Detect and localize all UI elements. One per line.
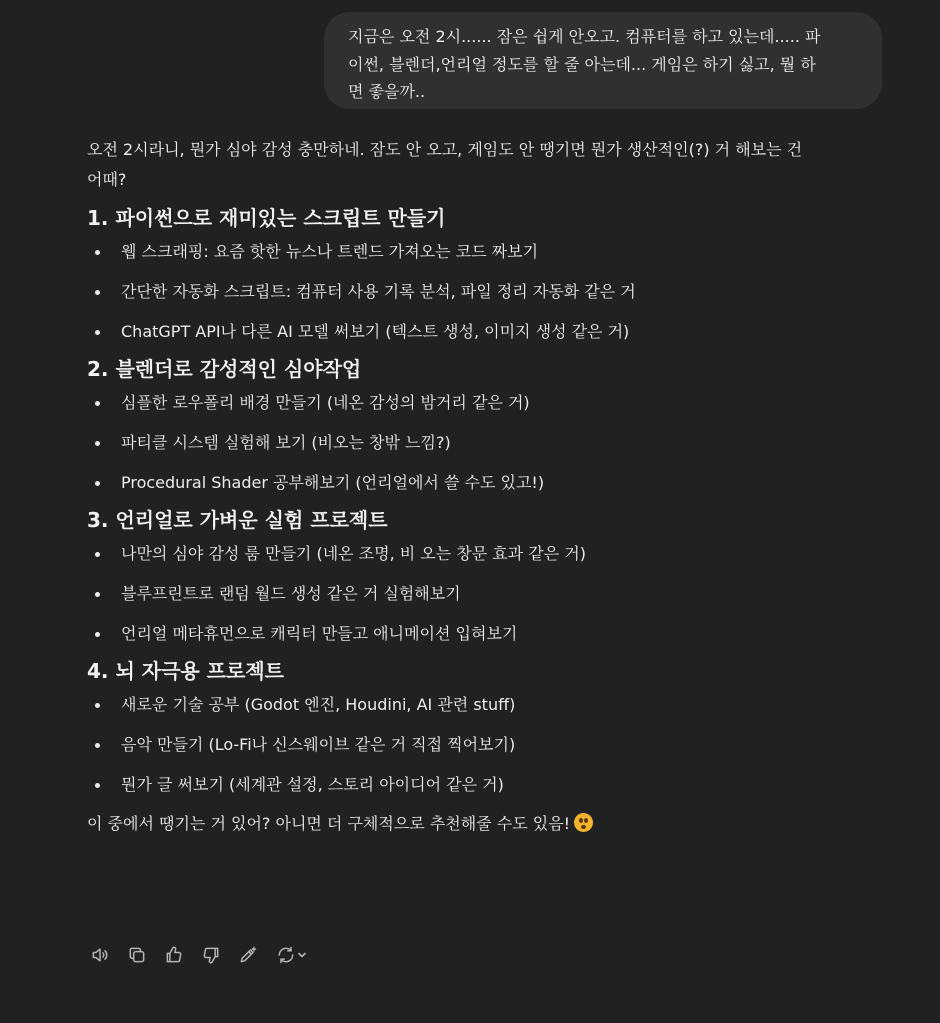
read-aloud-button[interactable]: [88, 943, 112, 967]
thumbs-up-icon: [164, 945, 184, 965]
intro-line: 어때?: [87, 170, 127, 189]
list-item: 새로운 기술 공부 (Godot 엔진, Houdini, AI 관련 stuff): [87, 690, 887, 720]
edit-in-canvas-button[interactable]: [236, 943, 260, 967]
user-message-line: 지금은 오전 2시...... 잠은 쉽게 안오고. 컴퓨터를 하고 있는데..... 파: [348, 27, 821, 46]
chevron-down-icon: [297, 950, 307, 960]
user-message-line: 이썬, 블렌더,언리얼 정도를 할 줄 아는데... 게임은 하기 싫고, 뭘 하: [348, 54, 816, 74]
intro-line: 오전 2시라니, 뭔가 심야 감성 충만하네. 잠도 안 오고, 게임도 안 땡기면 뭔가 생산적인(?) 거 해보는 건: [87, 140, 803, 159]
flushed-face-icon: [574, 813, 593, 832]
list-item: 블루프린트로 랜덤 월드 생성 같은 거 실험해보기: [87, 579, 887, 609]
bad-response-button[interactable]: [199, 943, 223, 967]
list-item: 언리얼 메타휴먼으로 캐릭터 만들고 애니메이션 입혀보기: [87, 619, 887, 649]
section-title-python: 1. 파이썬으로 재미있는 스크립트 만들기: [87, 206, 446, 230]
list-item: 심플한 로우폴리 배경 만들기 (네온 감성의 밤거리 같은 거): [87, 388, 887, 418]
outro-text: 이 중에서 땡기는 거 있어? 아니면 더 구체적으로 추천해줄 수도 있음!: [87, 814, 571, 833]
thumbs-down-icon: [201, 945, 221, 965]
speaker-icon: [90, 945, 110, 965]
list-item: 음악 만들기 (Lo-Fi나 신스웨이브 같은 거 직접 찍어보기): [87, 730, 887, 760]
assistant-intro: [87, 135, 877, 195]
copy-button[interactable]: [125, 943, 149, 967]
section-title-unreal: 3. 언리얼로 가벼운 실험 프로젝트: [87, 508, 388, 532]
list-item: 뭔가 글 써보기 (세계관 설정, 스토리 아이디어 같은 거): [87, 770, 887, 800]
list-item: 웹 스크래핑: 요즘 핫한 뉴스나 트렌드 가져오는 코드 짜보기: [87, 237, 887, 267]
regenerate-button[interactable]: [273, 943, 309, 967]
list-item: 나만의 심야 감성 룸 만들기 (네온 조명, 비 오는 창문 효과 같은 거): [87, 539, 887, 569]
section-title-blender: 2. 블렌더로 감성적인 심야작업: [87, 357, 362, 381]
section-list-blender: [87, 388, 887, 498]
list-item: Procedural Shader 공부해보기 (언리얼에서 쓸 수도 있고!): [87, 468, 887, 498]
copy-icon: [127, 945, 147, 965]
good-response-button[interactable]: [162, 943, 186, 967]
message-actions: [88, 943, 322, 967]
user-message-line: 면 좋을까..: [348, 82, 426, 101]
user-message-bubble: [324, 12, 882, 109]
edit-canvas-icon: [238, 945, 258, 965]
regenerate-icon: [276, 945, 296, 965]
section-title-brain: 4. 뇌 자극용 프로젝트: [87, 659, 284, 683]
list-item: 파티클 시스템 실험해 보기 (비오는 창밖 느낌?): [87, 428, 887, 458]
list-item: ChatGPT API나 다른 AI 모델 써보기 (텍스트 생성, 이미지 생성 같은 거): [87, 317, 887, 347]
section-list-unreal: [87, 539, 887, 649]
section-list-python: [87, 237, 887, 347]
list-item: 간단한 자동화 스크립트: 컴퓨터 사용 기록 분석, 파일 정리 자동화 같은 거: [87, 277, 887, 307]
assistant-message: [87, 135, 887, 839]
section-list-brain: [87, 690, 887, 800]
assistant-outro: [87, 809, 887, 839]
